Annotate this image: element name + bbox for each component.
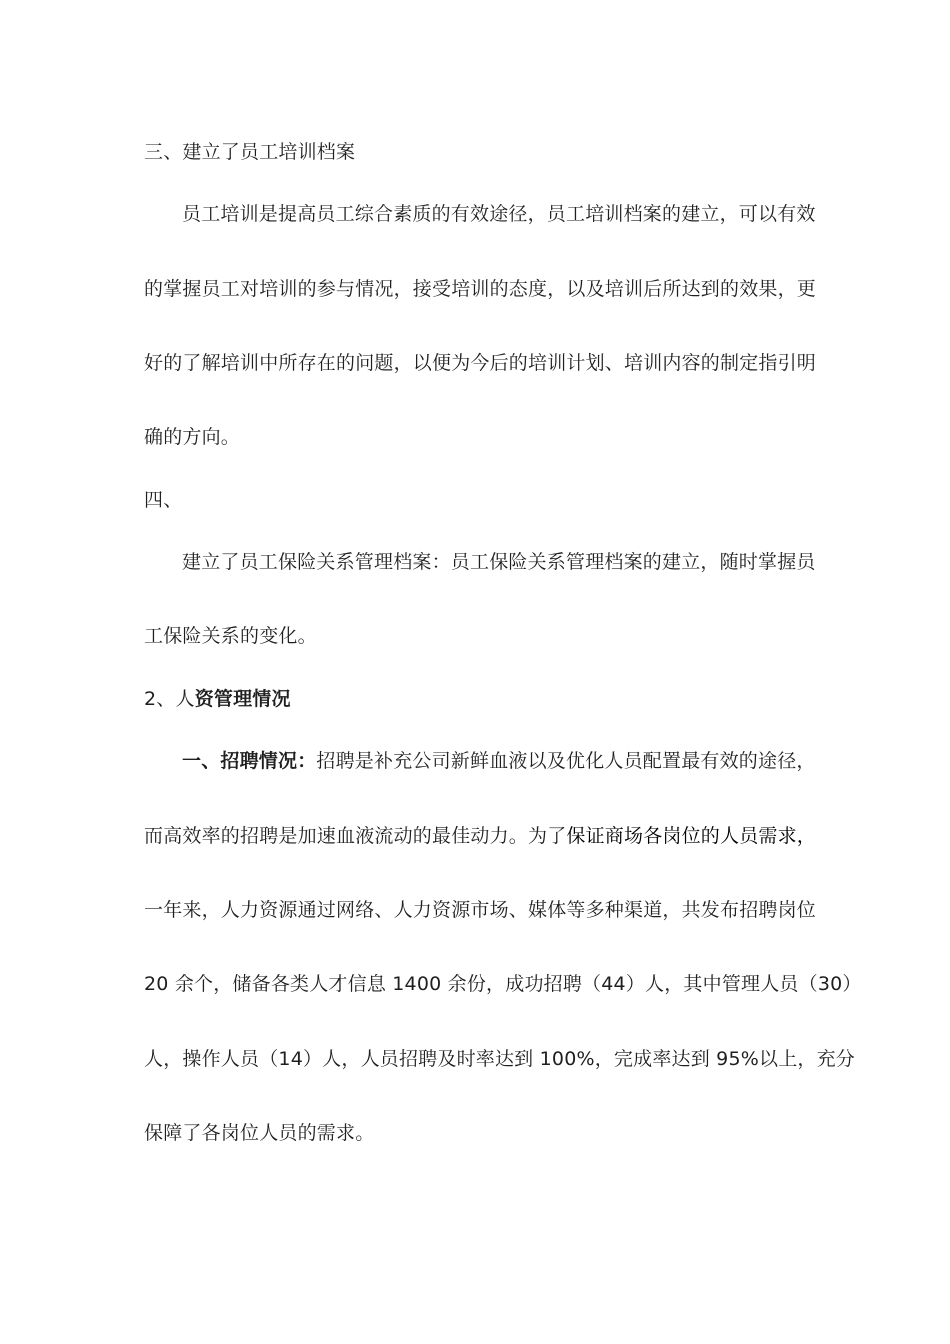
paragraph-line: 建立了员工保险关系管理档案：员工保险关系管理档案的建立，随时掌握员	[182, 551, 816, 573]
heading-prefix: 2、人	[144, 688, 195, 710]
recruitment-paragraph-line	[182, 748, 814, 774]
paragraph-line: 确的方向。	[144, 426, 241, 448]
paragraph-line: 人，操作人员（14）人，人员招聘及时率达到 100%，完成率达到 95%以上，充分	[144, 1048, 856, 1070]
paragraph-line: 的掌握员工对培训的参与情况，接受培训的态度，以及培训后所达到的效果，更	[144, 278, 817, 300]
section-heading-hr-management	[144, 686, 814, 712]
paragraph-line: 一年来，人力资源通过网络、人力资源市场、媒体等多种渠道，共发布招聘岗位	[144, 899, 817, 921]
recruitment-text: 招聘是补充公司新鲜血液以及优化人员配置最有效的途径，	[316, 750, 816, 772]
paragraph-line: 好的了解培训中所存在的问题，以便为今后的培训计划、培训内容的制定指引明	[144, 352, 817, 374]
paragraph-line: 工保险关系的变化。	[144, 625, 317, 647]
section-heading-training-archive: 三、建立了员工培训档案	[144, 141, 356, 163]
emphasized-text: 保证商场各岗位的人员需求，	[566, 825, 817, 847]
paragraph-line	[144, 823, 817, 849]
heading-bold-text: 资管理情况	[194, 688, 291, 710]
line-text: 而高效率的招聘是加速血液流动的最佳动力。为了	[144, 825, 567, 847]
paragraph-line: 员工培训是提高员工综合素质的有效途径，员工培训档案的建立，可以有效	[182, 203, 816, 225]
paragraph-line: 保障了各岗位人员的需求。	[144, 1122, 375, 1144]
section-heading-four: 四、	[144, 489, 183, 511]
recruitment-label: 一、招聘情况：	[182, 750, 317, 772]
paragraph-line: 20 余个，储备各类人才信息 1400 余份，成功招聘（44）人，其中管理人员（30）	[144, 973, 862, 995]
